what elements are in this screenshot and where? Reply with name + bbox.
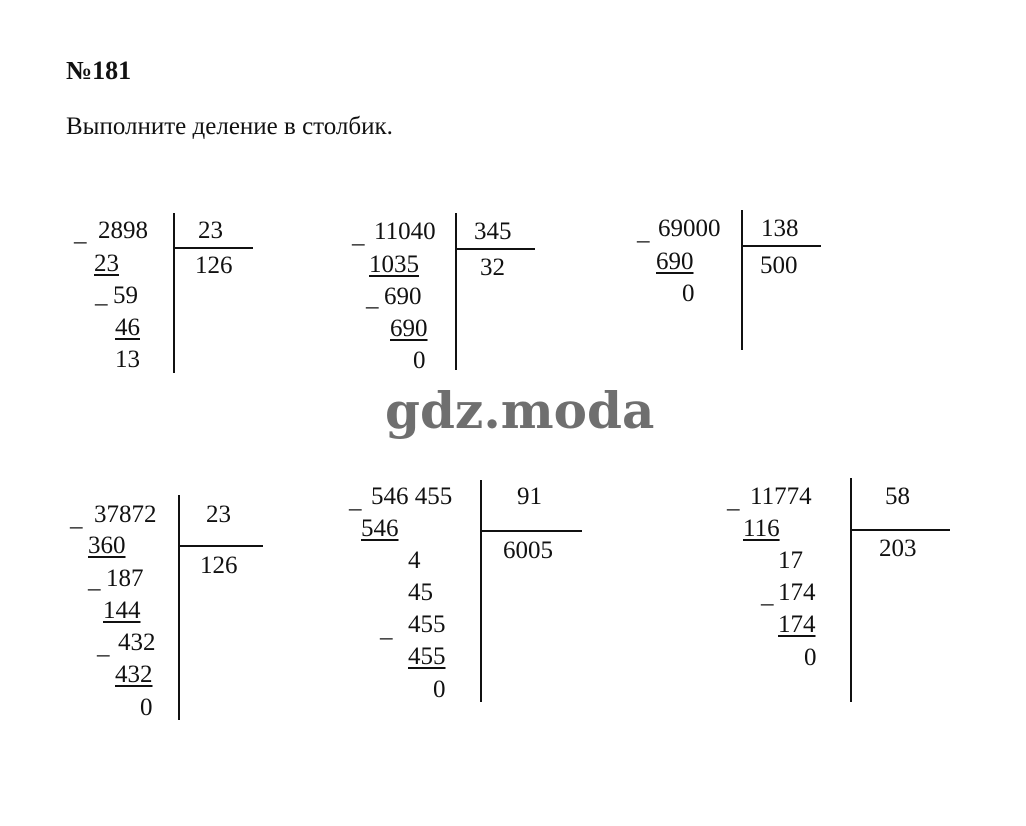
minus-sign: _ [95,281,108,308]
division-step: 0 [682,280,695,307]
dividend: 11040 [374,218,436,245]
quotient: 6005 [503,537,553,564]
divisor: 23 [206,501,231,528]
division-vertical-line [173,213,175,373]
division-step: 187 [106,565,144,592]
quotient: 126 [195,252,233,279]
divisor: 23 [198,217,223,244]
minus-sign: _ [70,504,83,531]
division-step: 432 [115,661,153,688]
division-horizontal-line [850,529,950,531]
division-step: 174 [778,579,816,606]
divisor: 58 [885,483,910,510]
minus-sign: _ [352,221,365,248]
division-step: 546 [361,515,399,542]
division-vertical-line [178,495,180,720]
division-step: 455 [408,611,446,638]
division-step: 1035 [369,251,419,278]
division-step: 116 [743,515,780,542]
division-vertical-line [850,478,852,702]
division-horizontal-line [455,248,535,250]
divisor: 138 [761,215,799,242]
division-step: 59 [113,282,138,309]
division-step: 144 [103,597,141,624]
dividend: 37872 [94,501,157,528]
division-step: 455 [408,643,446,670]
division-vertical-line [455,213,457,370]
division-step: 0 [140,694,153,721]
quotient: 126 [200,552,238,579]
dividend: 546 455 [371,483,453,510]
division-step: 690 [390,315,428,342]
division-step: 17 [778,547,803,574]
division-step: 4 [408,547,421,574]
division-horizontal-line [741,245,821,247]
dividend: 69000 [658,215,721,242]
division-step: 0 [804,644,817,671]
watermark: gdz.moda [385,381,655,440]
division-vertical-line [480,480,482,702]
minus-sign: _ [349,486,362,513]
divisor: 345 [474,218,512,245]
division-step: 0 [413,347,426,374]
dividend: 2898 [98,217,148,244]
division-horizontal-line [178,545,263,547]
divisor: 91 [517,483,542,510]
minus-sign: _ [380,615,393,642]
division-step: 23 [94,250,119,277]
minus-sign: _ [727,486,740,513]
minus-sign: _ [761,581,774,608]
division-step: 46 [115,314,140,341]
division-step: 13 [115,346,140,373]
division-step: 432 [118,629,156,656]
division-step: 690 [384,283,422,310]
division-horizontal-line [173,247,253,249]
minus-sign: _ [74,219,87,246]
division-step: 0 [433,676,446,703]
division-step: 360 [88,532,126,559]
division-vertical-line [741,210,743,350]
quotient: 500 [760,252,798,279]
minus-sign: _ [366,284,379,311]
exercise-instruction: Выполните деление в столбик. [66,113,393,140]
quotient: 32 [480,254,505,281]
dividend: 11774 [750,483,812,510]
minus-sign: _ [88,566,101,593]
minus-sign: _ [637,218,650,245]
quotient: 203 [879,535,917,562]
division-horizontal-line [480,530,582,532]
division-step: 45 [408,579,433,606]
minus-sign: _ [97,632,110,659]
division-step: 690 [656,248,694,275]
exercise-number: №181 [66,56,132,85]
division-step: 174 [778,611,816,638]
